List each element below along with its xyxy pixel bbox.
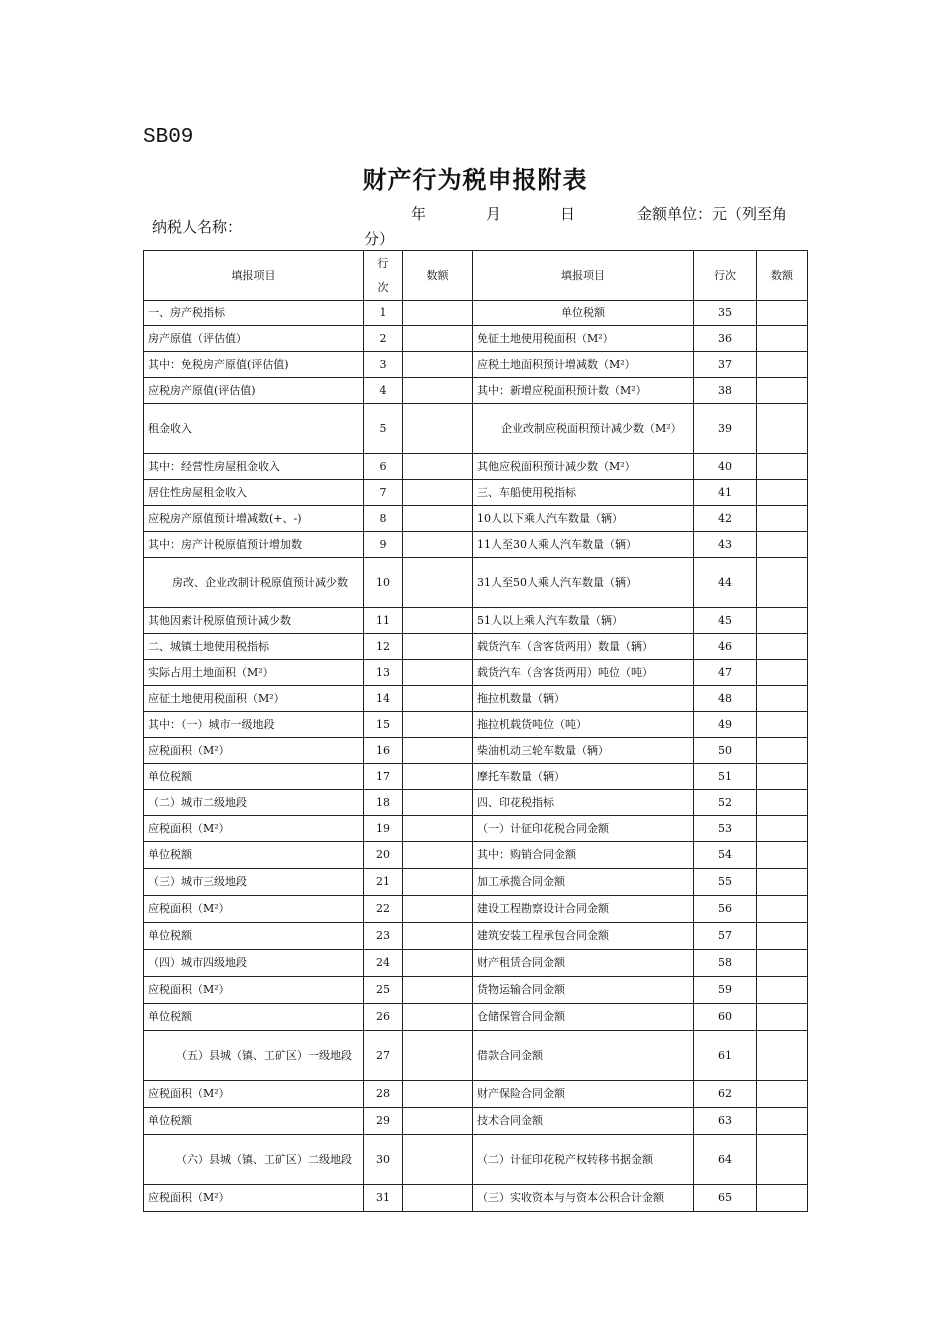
header-row <box>144 251 808 301</box>
item-left: 二、城镇土地使用税指标 <box>144 634 364 660</box>
item-left: （二）城市二级地段 <box>144 790 364 816</box>
item-right: （二）计征印花税产权转移书据金额 <box>473 1135 694 1185</box>
amount-cell-left[interactable] <box>403 532 473 558</box>
item-right: 仓储保管合同金额 <box>473 1004 694 1031</box>
amount-cell-left[interactable] <box>403 480 473 506</box>
table-row <box>144 790 808 816</box>
item-left: 应税面积（M²） <box>144 1185 364 1212</box>
item-right: 31人至50人乘人汽车数量（辆） <box>473 558 694 608</box>
amount-cell-left[interactable] <box>403 1081 473 1108</box>
row-no-right: 63 <box>694 1108 757 1135</box>
table-row <box>144 686 808 712</box>
amount-cell-right[interactable] <box>757 454 808 480</box>
table-row <box>144 1081 808 1108</box>
item-left: 房产原值（评估值） <box>144 326 364 352</box>
item-left: 居住性房屋租金收入 <box>144 480 364 506</box>
table-row <box>144 1031 808 1081</box>
row-no-left: 26 <box>364 1004 403 1031</box>
row-no-right: 55 <box>694 869 757 896</box>
item-right: 拖拉机数量（辆） <box>473 686 694 712</box>
amount-cell-right[interactable] <box>757 896 808 923</box>
amount-cell-right[interactable] <box>757 1108 808 1135</box>
row-no-left: 10 <box>364 558 403 608</box>
table-row <box>144 480 808 506</box>
row-no-right: 62 <box>694 1081 757 1108</box>
amount-cell-right[interactable] <box>757 738 808 764</box>
amount-cell-right[interactable] <box>757 790 808 816</box>
row-no-left: 25 <box>364 977 403 1004</box>
table-row <box>144 352 808 378</box>
item-right: 应税土地面积预计增减数（M²） <box>473 352 694 378</box>
item-right: 载货汽车（含客货两用）吨位（吨） <box>473 660 694 686</box>
amount-cell-left[interactable] <box>403 506 473 532</box>
item-left: 应税房产原值预计增减数(+、-) <box>144 506 364 532</box>
amount-cell-right[interactable] <box>757 712 808 738</box>
row-no-left: 12 <box>364 634 403 660</box>
amount-cell-right[interactable] <box>757 869 808 896</box>
item-right: 建设工程勘察设计合同金额 <box>473 896 694 923</box>
row-no-left: 16 <box>364 738 403 764</box>
table-row <box>144 634 808 660</box>
row-no-right: 59 <box>694 977 757 1004</box>
item-left: 房改、企业改制计税原值预计减少数 <box>144 558 364 608</box>
table-row <box>144 1185 808 1212</box>
amount-cell-right[interactable] <box>757 352 808 378</box>
row-no-left: 7 <box>364 480 403 506</box>
row-no-right: 45 <box>694 608 757 634</box>
row-no-right: 64 <box>694 1135 757 1185</box>
table-row <box>144 816 808 842</box>
item-left: 应税面积（M²） <box>144 977 364 1004</box>
item-right: 三、车船使用税指标 <box>473 480 694 506</box>
amount-cell-right[interactable] <box>757 378 808 404</box>
table-row <box>144 977 808 1004</box>
row-no-right: 37 <box>694 352 757 378</box>
amount-cell-left[interactable] <box>403 1185 473 1212</box>
table-row <box>144 506 808 532</box>
amount-cell-left[interactable] <box>403 634 473 660</box>
item-right: （一）计征印花税合同金额 <box>473 816 694 842</box>
row-no-right: 61 <box>694 1031 757 1081</box>
item-left: 单位税额 <box>144 1004 364 1031</box>
item-left: 其中：房产计税原值预计增加数 <box>144 532 364 558</box>
item-left: 租金收入 <box>144 404 364 454</box>
amount-cell-right[interactable] <box>757 532 808 558</box>
row-no-left: 27 <box>364 1031 403 1081</box>
item-left: （六）县城（镇、工矿区）二级地段 <box>144 1135 364 1185</box>
item-right: 拖拉机载货吨位（吨） <box>473 712 694 738</box>
item-right: 10人以下乘人汽车数量（辆） <box>473 506 694 532</box>
item-left: 单位税额 <box>144 842 364 869</box>
row-no-left: 31 <box>364 1185 403 1212</box>
item-left: 一、房产税指标 <box>144 301 364 326</box>
item-right: 财产保险合同金额 <box>473 1081 694 1108</box>
form-code: SB09 <box>143 126 194 149</box>
row-no-left: 14 <box>364 686 403 712</box>
item-right: 51人以上乘人汽车数量（辆） <box>473 608 694 634</box>
row-no-right: 50 <box>694 738 757 764</box>
row-no-right: 40 <box>694 454 757 480</box>
item-right: 企业改制应税面积预计减少数（M²） <box>473 404 694 454</box>
amount-cell-right[interactable] <box>757 1031 808 1081</box>
row-no-right: 54 <box>694 842 757 869</box>
row-no-left: 13 <box>364 660 403 686</box>
amount-cell-right[interactable] <box>757 1004 808 1031</box>
amount-cell-right[interactable] <box>757 842 808 869</box>
amount-cell-right[interactable] <box>757 506 808 532</box>
item-left: （四）城市四级地段 <box>144 950 364 977</box>
item-right: 11人至30人乘人汽车数量（辆） <box>473 532 694 558</box>
amount-cell-left[interactable] <box>403 608 473 634</box>
table-row <box>144 660 808 686</box>
amount-cell-left[interactable] <box>403 301 473 326</box>
amount-cell-left[interactable] <box>403 764 473 790</box>
item-right: （三）实收资本与与资本公积合计金额 <box>473 1185 694 1212</box>
row-no-right: 53 <box>694 816 757 842</box>
amount-cell-left[interactable] <box>403 454 473 480</box>
row-no-left: 19 <box>364 816 403 842</box>
year-label: 年 <box>411 205 427 223</box>
item-left: 实际占用土地面积（M²） <box>144 660 364 686</box>
item-left: 其他因素计税原值预计减少数 <box>144 608 364 634</box>
item-left: 应征土地使用税面积（M²） <box>144 686 364 712</box>
table-row <box>144 301 808 326</box>
row-no-right: 52 <box>694 790 757 816</box>
row-no-left: 9 <box>364 532 403 558</box>
row-no-right: 60 <box>694 1004 757 1031</box>
header-amount-left: 数额 <box>403 251 473 301</box>
amount-cell-left[interactable] <box>403 842 473 869</box>
amount-cell-right[interactable] <box>757 326 808 352</box>
row-no-right: 41 <box>694 480 757 506</box>
header-rowno-left: 行 次 <box>364 251 403 301</box>
amount-cell-right[interactable] <box>757 608 808 634</box>
row-no-right: 38 <box>694 378 757 404</box>
amount-cell-right[interactable] <box>757 660 808 686</box>
row-no-left: 1 <box>364 301 403 326</box>
item-left: 其中：（一）城市一级地段 <box>144 712 364 738</box>
amount-unit-label-cont: 分） <box>364 230 395 248</box>
item-right: 借款合同金额 <box>473 1031 694 1081</box>
table-row <box>144 712 808 738</box>
amount-cell-right[interactable] <box>757 816 808 842</box>
row-no-right: 49 <box>694 712 757 738</box>
amount-unit-label: 金额单位：元（列至角 <box>637 205 788 223</box>
amount-cell-right[interactable] <box>757 301 808 326</box>
table-row <box>144 608 808 634</box>
table-row <box>144 764 808 790</box>
amount-cell-left[interactable] <box>403 1031 473 1081</box>
table-row <box>144 950 808 977</box>
amount-cell-right[interactable] <box>757 764 808 790</box>
item-right: 四、印花税指标 <box>473 790 694 816</box>
item-left: 其中：经营性房屋租金收入 <box>144 454 364 480</box>
amount-cell-right[interactable] <box>757 404 808 454</box>
table-row <box>144 1004 808 1031</box>
row-no-left: 3 <box>364 352 403 378</box>
header-item-left: 填报项目 <box>144 251 364 301</box>
item-right: 柴油机动三轮车数量（辆） <box>473 738 694 764</box>
amount-cell-right[interactable] <box>757 950 808 977</box>
item-left: 应税面积（M²） <box>144 1081 364 1108</box>
row-no-left: 30 <box>364 1135 403 1185</box>
row-no-left: 15 <box>364 712 403 738</box>
amount-cell-right[interactable] <box>757 686 808 712</box>
amount-cell-left[interactable] <box>403 1004 473 1031</box>
item-right: 免征土地使用税面积（M²） <box>473 326 694 352</box>
item-right: 载货汽车（含客货两用）数量（辆） <box>473 634 694 660</box>
row-no-left: 22 <box>364 896 403 923</box>
header-rowno-right: 行次 <box>694 251 757 301</box>
table-row <box>144 842 808 869</box>
row-no-left: 21 <box>364 869 403 896</box>
row-no-left: 4 <box>364 378 403 404</box>
amount-cell-left[interactable] <box>403 404 473 454</box>
row-no-right: 65 <box>694 1185 757 1212</box>
declaration-table <box>143 250 808 1212</box>
amount-cell-right[interactable] <box>757 1185 808 1212</box>
row-no-left: 17 <box>364 764 403 790</box>
table-row <box>144 404 808 454</box>
row-no-right: 44 <box>694 558 757 608</box>
item-right: 财产租赁合同金额 <box>473 950 694 977</box>
table-row <box>144 869 808 896</box>
item-right: 加工承揽合同金额 <box>473 869 694 896</box>
item-left: 单位税额 <box>144 1108 364 1135</box>
day-label: 日 <box>560 205 576 223</box>
item-right: 技术合同金额 <box>473 1108 694 1135</box>
row-no-right: 39 <box>694 404 757 454</box>
item-left: 应税面积（M²） <box>144 816 364 842</box>
row-no-right: 43 <box>694 532 757 558</box>
amount-cell-right[interactable] <box>757 634 808 660</box>
amount-cell-left[interactable] <box>403 738 473 764</box>
item-right: 其他应税面积预计减少数（M²） <box>473 454 694 480</box>
table-row <box>144 896 808 923</box>
amount-cell-left[interactable] <box>403 869 473 896</box>
amount-cell-right[interactable] <box>757 1081 808 1108</box>
row-no-right: 35 <box>694 301 757 326</box>
item-right: 摩托车数量（辆） <box>473 764 694 790</box>
table-row <box>144 532 808 558</box>
amount-cell-right[interactable] <box>757 1135 808 1185</box>
row-no-right: 51 <box>694 764 757 790</box>
row-no-right: 42 <box>694 506 757 532</box>
header-amount-right: 数额 <box>757 251 808 301</box>
amount-cell-left[interactable] <box>403 790 473 816</box>
amount-cell-left[interactable] <box>403 896 473 923</box>
amount-cell-right[interactable] <box>757 558 808 608</box>
table-row <box>144 454 808 480</box>
row-no-left: 23 <box>364 923 403 950</box>
item-left: 应税面积（M²） <box>144 738 364 764</box>
row-no-left: 18 <box>364 790 403 816</box>
row-no-left: 28 <box>364 1081 403 1108</box>
table-row <box>144 558 808 608</box>
amount-cell-right[interactable] <box>757 480 808 506</box>
header-item-right: 填报项目 <box>473 251 694 301</box>
amount-cell-left[interactable] <box>403 660 473 686</box>
amount-cell-left[interactable] <box>403 378 473 404</box>
row-no-right: 46 <box>694 634 757 660</box>
table-row <box>144 738 808 764</box>
row-no-left: 2 <box>364 326 403 352</box>
item-left: 应税面积（M²） <box>144 896 364 923</box>
table-row <box>144 923 808 950</box>
amount-cell-right[interactable] <box>757 923 808 950</box>
taxpayer-name-label: 纳税人名称： <box>152 218 243 236</box>
row-no-right: 36 <box>694 326 757 352</box>
amount-cell-left[interactable] <box>403 923 473 950</box>
amount-cell-left[interactable] <box>403 352 473 378</box>
amount-cell-left[interactable] <box>403 1108 473 1135</box>
amount-cell-left[interactable] <box>403 326 473 352</box>
amount-cell-left[interactable] <box>403 950 473 977</box>
row-no-left: 11 <box>364 608 403 634</box>
item-right: 建筑安装工程承包合同金额 <box>473 923 694 950</box>
amount-cell-left[interactable] <box>403 712 473 738</box>
row-no-left: 24 <box>364 950 403 977</box>
amount-cell-right[interactable] <box>757 977 808 1004</box>
row-no-left: 29 <box>364 1108 403 1135</box>
table-row <box>144 378 808 404</box>
row-no-right: 57 <box>694 923 757 950</box>
item-right: 其中：新增应税面积预计数（M²） <box>473 378 694 404</box>
amount-cell-left[interactable] <box>403 977 473 1004</box>
item-left: 应税房产原值(评估值) <box>144 378 364 404</box>
item-left: （三）城市三级地段 <box>144 869 364 896</box>
row-no-right: 56 <box>694 896 757 923</box>
item-right: 其中：购销合同金额 <box>473 842 694 869</box>
item-left: 其中：免税房产原值(评估值) <box>144 352 364 378</box>
table-row <box>144 1135 808 1185</box>
row-no-left: 8 <box>364 506 403 532</box>
page-title: 财产行为税申报附表 <box>362 165 588 194</box>
row-no-left: 6 <box>364 454 403 480</box>
row-no-right: 48 <box>694 686 757 712</box>
row-no-left: 5 <box>364 404 403 454</box>
item-left: 单位税额 <box>144 764 364 790</box>
row-no-right: 47 <box>694 660 757 686</box>
amount-cell-left[interactable] <box>403 1135 473 1185</box>
row-no-right: 58 <box>694 950 757 977</box>
amount-cell-left[interactable] <box>403 558 473 608</box>
item-left: （五）县城（镇、工矿区）一级地段 <box>144 1031 364 1081</box>
month-label: 月 <box>486 205 502 223</box>
item-right: 货物运输合同金额 <box>473 977 694 1004</box>
row-no-left: 20 <box>364 842 403 869</box>
amount-cell-left[interactable] <box>403 816 473 842</box>
item-right: 单位税额 <box>473 301 694 326</box>
table-row <box>144 1108 808 1135</box>
item-left: 单位税额 <box>144 923 364 950</box>
table-row <box>144 326 808 352</box>
amount-cell-left[interactable] <box>403 686 473 712</box>
